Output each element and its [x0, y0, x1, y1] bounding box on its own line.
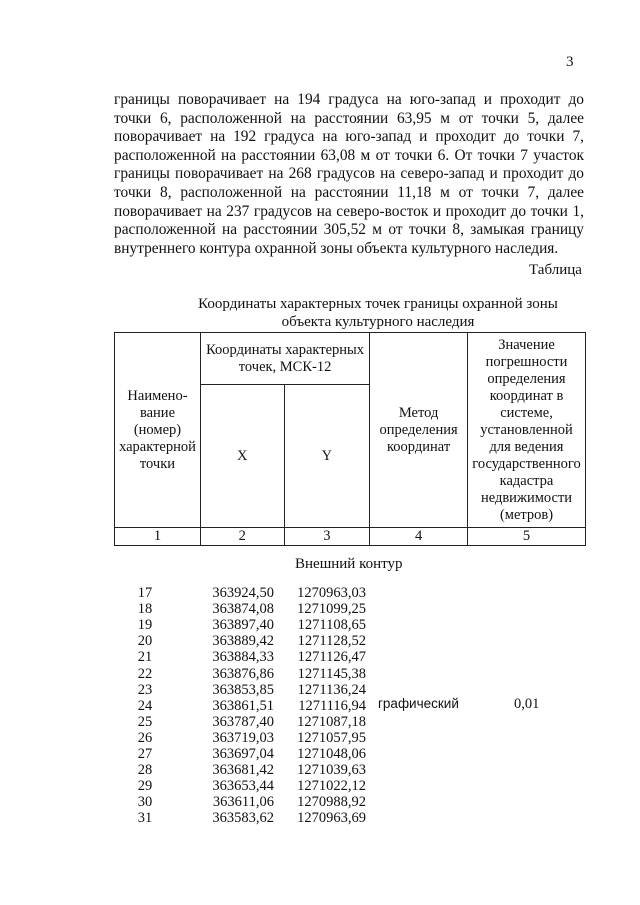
point-y: 1271145,38 — [297, 665, 366, 682]
point-y: 1271039,63 — [297, 762, 366, 779]
header-accuracy: Значение погрешности определения координат в системе, установленной для ведения государственного кадастра недвижимости (метров) — [468, 333, 586, 528]
page-number: 3 — [566, 54, 574, 70]
point-number: 30 — [137, 794, 153, 811]
column-number-3: 3 — [284, 528, 370, 546]
table-row — [114, 746, 414, 762]
point-number: 31 — [137, 810, 153, 827]
point-y: 1271022,12 — [297, 778, 366, 795]
point-number: 27 — [137, 746, 153, 762]
point-x: 363787,40 — [212, 713, 274, 730]
header-x: X — [200, 385, 284, 528]
point-x: 363681,42 — [212, 762, 274, 779]
point-x: 363853,85 — [212, 681, 274, 698]
accuracy-value: 0,01 — [514, 696, 540, 712]
point-y: 1270963,03 — [297, 585, 366, 601]
section-title: Внешний контур — [295, 556, 403, 572]
point-y: 1271108,65 — [297, 617, 366, 634]
point-number: 18 — [137, 601, 153, 618]
point-y: 1271136,24 — [297, 681, 366, 698]
point-x: 363653,44 — [212, 778, 274, 795]
point-y: 1271099,25 — [297, 601, 366, 618]
point-x: 363611,06 — [212, 794, 274, 811]
point-x: 363719,03 — [212, 729, 274, 746]
point-y: 1271128,52 — [297, 633, 366, 650]
column-number-1: 1 — [115, 528, 201, 546]
point-y: 1271048,06 — [297, 746, 366, 762]
table-title-line-2: объекта культурного наследия — [281, 314, 475, 330]
column-number-5: 5 — [468, 528, 586, 546]
table-row — [114, 649, 414, 665]
table-row — [114, 601, 414, 617]
table-row — [114, 794, 414, 810]
point-y: 1270988,92 — [297, 794, 366, 811]
table-row — [114, 698, 414, 714]
point-number: 20 — [137, 633, 153, 650]
point-y: 1271126,47 — [297, 649, 366, 666]
point-x: 363897,40 — [212, 617, 274, 634]
table-row — [114, 810, 414, 826]
header-y: Y — [284, 385, 370, 528]
point-x: 363697,04 — [212, 746, 274, 762]
point-number: 23 — [137, 681, 153, 698]
point-number: 26 — [137, 729, 153, 746]
header-point-name: Наимено-вание (номер) характерной точки — [115, 333, 201, 528]
table-title-line-1: Координаты характерных точек границы охранной зоны — [198, 296, 558, 312]
point-x: 363876,86 — [212, 665, 274, 682]
point-y: 1271116,94 — [298, 697, 366, 714]
table-row — [114, 778, 414, 794]
point-number: 17 — [137, 585, 153, 601]
point-x: 363874,08 — [212, 601, 274, 618]
point-number: 28 — [137, 762, 153, 779]
point-number: 21 — [137, 649, 153, 666]
point-y: 1271087,18 — [297, 713, 366, 730]
point-y: 1271057,95 — [297, 729, 366, 746]
table-row — [114, 730, 414, 746]
header-method: Метод определения координат — [370, 333, 468, 528]
table-row — [114, 714, 414, 730]
point-number: 29 — [137, 778, 153, 795]
coordinates-header-table — [114, 332, 586, 546]
table-row — [114, 762, 414, 778]
point-x: 363924,50 — [212, 585, 274, 601]
point-y: 1270963,69 — [297, 810, 366, 827]
body-paragraph: границы поворачивает на 194 градуса на юго-запад и проходит до точки 6, расположенной на расстоянии 63,95 м от точки 5, далее поворачивает на 192 градуса на юго-запад и проходит до точки 7, расположенной на расстоянии 63,08 м от точки 6. От точки 7 участок границы поворачивает на 268 градусов на северо-запад и проходит до точки 8, расположенной на расстоянии 11,18 м от точки 7, далее поворачивает на 237 градусов на северо-восток и проходит до точки 1, расположенной на расстоянии 305,52 м от точки 8, замыкая границу внутреннего контура охранной зоны объекта культурного наследия. — [114, 91, 584, 257]
table-row — [114, 633, 414, 649]
table-row — [114, 585, 414, 601]
table-row — [114, 682, 414, 698]
point-x: 363583,62 — [212, 810, 274, 827]
point-number: 19 — [137, 617, 153, 634]
table-title — [168, 295, 588, 331]
point-number: 25 — [137, 713, 153, 730]
header-coordinates-group: Координаты характерных точек, МСК-12 — [200, 333, 369, 385]
table-row — [114, 666, 414, 682]
point-number: 22 — [137, 665, 153, 682]
point-x: 363889,42 — [212, 633, 274, 650]
point-x: 363884,33 — [212, 649, 274, 666]
method-value: графический — [378, 696, 459, 711]
table-row — [114, 617, 414, 633]
column-number-2: 2 — [200, 528, 284, 546]
table-label: Таблица — [529, 262, 582, 278]
point-number: 24 — [137, 697, 153, 714]
point-x: 363861,51 — [212, 697, 274, 714]
column-number-4: 4 — [370, 528, 468, 546]
